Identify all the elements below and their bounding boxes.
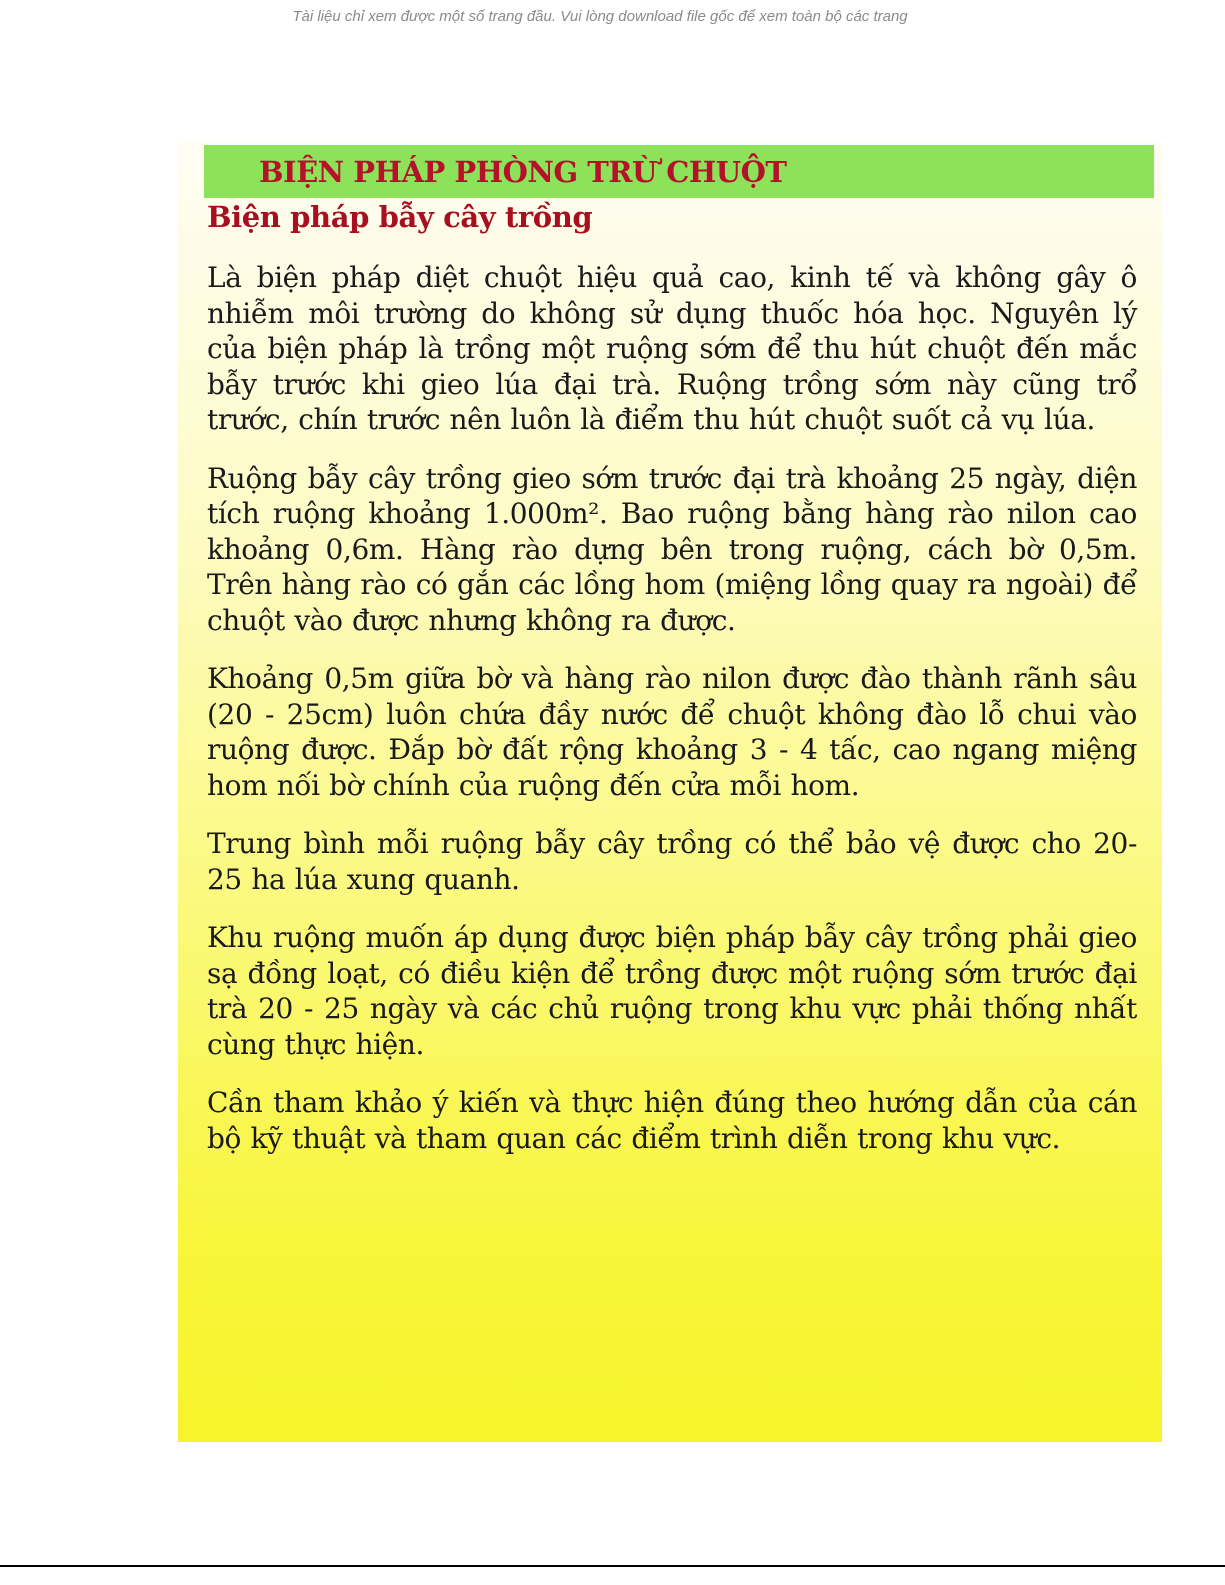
title-banner: [204, 145, 1154, 198]
document-title: BIỆN PHÁP PHÒNG TRỪ CHUỘT: [259, 154, 787, 189]
paragraph-4: Trung bình mỗi ruộng bẫy cây trồng có thể bảo vệ được cho 20- 25 ha lúa xung quanh.: [207, 827, 1137, 896]
section-heading: Biện pháp bẫy cây trồng: [207, 200, 593, 234]
paragraph-1: Là biện pháp diệt chuột hiệu quả cao, kinh tế và không gây ô nhiễm môi trường do không sử dụng thuốc hóa học. Nguyên lý của biện pháp là trồng một ruộng sớm để thu hút chuột đến mắc bẫy trước khi gieo lúa đại trà. Ruộng trồng sớm này cũng trổ trước, chín trước nên luôn là điểm thu hút chuột suốt cả vụ lúa.: [207, 261, 1137, 436]
body-text: [207, 260, 1137, 1179]
paragraph-3: Khoảng 0,5m giữa bờ và hàng rào nilon được đào thành rãnh sâu (20 - 25cm) luôn chứa đầy nước để chuột không đào lỗ chui vào ruộng được. Đắp bờ đất rộng khoảng 3 - 4 tấc, cao ngang miệng hom nối bờ chính của ruộng đến cửa mỗi hom.: [207, 662, 1137, 802]
paragraph-6: Cần tham khảo ý kiến và thực hiện đúng theo hướng dẫn của cán bộ kỹ thuật và tham quan các điểm trình diễn trong khu vực.: [207, 1086, 1137, 1155]
page-divider: [0, 1565, 1225, 1567]
paragraph-5: Khu ruộng muốn áp dụng được biện pháp bẫy cây trồng phải gieo sạ đồng loạt, có điều kiện để trồng được một ruộng sớm trước đại trà 20 - 25 ngày và các chủ ruộng trong khu vực phải thống nhất cùng thực hiện.: [207, 921, 1137, 1061]
paragraph-2: Ruộng bẫy cây trồng gieo sớm trước đại trà khoảng 25 ngày, diện tích ruộng khoảng 1.000m². Bao ruộng bằng hàng rào nilon cao khoảng 0,6m. Hàng rào dựng bên trong ruộng, cách bờ 0,5m. Trên hàng rào có gắn các lồng hom (miệng lồng quay ra ngoài) để chuột vào được nhưng không ra được.: [207, 461, 1137, 637]
preview-notice: Tài liệu chỉ xem được một số trang đầu. Vui lòng download file gốc để xem toàn bộ các trang: [292, 8, 908, 25]
document-panel: [178, 142, 1162, 1442]
